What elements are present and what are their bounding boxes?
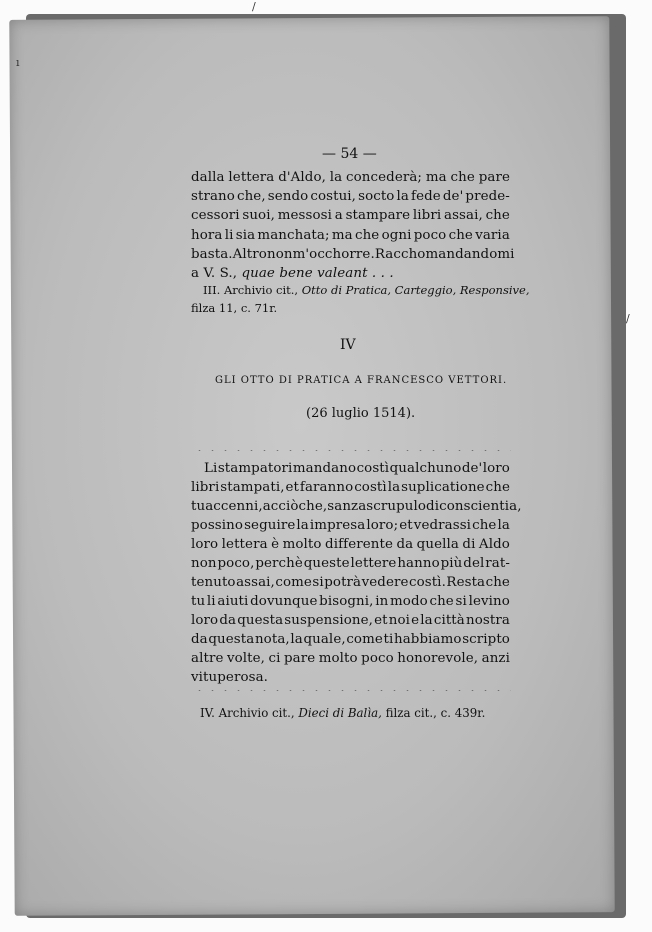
word: la [396,189,409,204]
letter-closing-line [191,266,394,281]
word: anzi [481,651,510,666]
word: rat- [485,556,510,571]
body-line [191,480,510,495]
word: queste [303,556,350,571]
word: aiuti [217,594,249,609]
body-line [204,461,510,476]
section-date: (26 luglio 1514). [306,406,416,421]
word: Li [204,461,218,476]
word: in [375,594,389,609]
word: de' [442,189,464,204]
word: dalla [191,170,225,185]
word: la [387,480,401,495]
word: che, [236,189,266,204]
ellipsis-dotted-rule [193,690,511,691]
word: accenni, [205,499,263,514]
word: suspensione, [284,613,373,628]
word: Resta [446,575,486,590]
word: costì [356,461,390,476]
word: stampare [345,208,411,223]
word: Racchomandandomi [374,247,515,262]
word: da [396,537,414,552]
word: cessori [191,208,240,223]
word: nostra [465,613,510,628]
word: la [497,518,510,533]
word: che [450,170,475,185]
word: quale, [303,632,346,647]
word: impresa [309,518,366,533]
letter-line [191,208,510,223]
letter-line [191,247,515,262]
word: socto [358,189,395,204]
word: loro [191,613,219,628]
word: poco [413,228,447,243]
word: e [411,613,420,628]
word: manchata; [257,228,330,243]
word: come [275,575,312,590]
word: tenuto [191,575,236,590]
word: che [485,480,510,495]
word: hora [191,228,223,243]
word: noi [388,613,411,628]
word: loro [482,461,510,476]
word: si [455,594,467,609]
word: levino [468,594,510,609]
word: di [462,537,476,552]
body-line [191,518,510,533]
note-iii-title: Otto di Pratica, Carteggio, Responsive, [301,283,530,297]
body-line [191,537,510,552]
word: suoi, [242,208,275,223]
body-line [191,556,510,571]
ellipsis-dotted-rule [193,450,511,451]
word: habbiamo [394,632,462,647]
margin-mark-top: / [252,0,256,13]
word: a [334,208,343,223]
word: altre [191,651,224,666]
word: costui, [310,189,357,204]
word: città [433,613,465,628]
word: potrà [324,575,362,590]
word: possino [191,518,244,533]
margin-mark-right: / [626,312,630,325]
word: suplicatione [401,480,485,495]
word: libri [191,480,220,495]
word: scrupulo [366,499,427,514]
word: differente [325,537,393,552]
word: li [206,594,216,609]
word: modo [389,594,428,609]
word: messosi [277,208,332,223]
word: ci [268,651,281,666]
word: m'occhorre. [292,247,375,262]
word: lettere [350,556,397,571]
body-line [191,575,510,590]
word: sendo [267,189,309,204]
word: et [399,518,413,533]
word: basta. [191,247,233,262]
word: prede- [465,189,510,204]
word: ma [425,170,447,185]
letter-line [191,228,510,243]
word: poco, [217,556,255,571]
word: de' [461,461,483,476]
word: Aldo [478,537,510,552]
word: conscientia, [439,499,522,514]
body-line [191,499,522,514]
word: vedrassi [413,518,472,533]
word: scripto [462,632,510,647]
word: tu [191,499,206,514]
body-line [191,594,510,609]
word: che [485,575,510,590]
section-number: IV [340,337,356,353]
body-line [191,632,510,647]
word: che [354,228,380,243]
word: concederà; [346,170,423,185]
word: la [290,632,303,647]
word: perchè [255,556,303,571]
note-iii-prefix: III. Archivio cit., [203,283,302,297]
word: la [329,170,343,185]
closing-latin: quae bene valeant . . . [241,266,394,281]
section-heading: GLI OTTO DI PRATICA A FRANCESCO VETTORI. [215,375,508,386]
word: bisogni, [319,594,374,609]
word: è [271,537,280,552]
word: che [485,208,510,223]
page-number: — 54 — [322,146,377,162]
note-iv-suffix: filza cit., c. 439r. [381,706,486,720]
archive-note-iv [200,706,485,720]
word: ti [383,632,394,647]
word: libri [412,208,442,223]
note-iv-title: Dieci di Balìa, [298,706,382,720]
body-line [191,651,510,666]
word: come [346,632,383,647]
word: molto [318,651,358,666]
word: poco [361,651,394,666]
word: dovunque [250,594,318,609]
word: questa [208,632,255,647]
word: vedere [361,575,409,590]
word: li [224,228,234,243]
word: lettera [228,170,275,185]
word: da [219,613,237,628]
word: costì. [408,575,446,590]
word: hanno [397,556,440,571]
word: loro; [366,518,399,533]
word: et [374,613,388,628]
word: la [420,613,433,628]
letter-line [191,189,510,204]
word: costì [354,480,387,495]
body-line [191,613,510,628]
word: di [426,499,440,514]
word: qualchuno [389,461,462,476]
word: d'Aldo, [278,170,326,185]
body-last-line: vituperosa. [191,670,269,685]
word: che [472,518,497,533]
word: seguire [244,518,296,533]
word: honorevole, [397,651,479,666]
word: del [463,556,485,571]
word: più [440,556,463,571]
word: stampatori [217,461,293,476]
archive-note-iii [203,283,530,297]
word: faranno [299,480,354,495]
word: assai, [236,575,275,590]
word: assai, [443,208,483,223]
margin-mark-left: ı [16,56,20,69]
word: acciò [262,499,299,514]
word: loro [191,537,219,552]
word: quella [416,537,459,552]
word: si [312,575,324,590]
word: mandano [292,461,357,476]
word: da [191,632,208,647]
word: pare [478,170,510,185]
word: non [266,247,293,262]
word: ma [331,228,353,243]
word: che [429,594,454,609]
word: pare [283,651,316,666]
word: tu [191,594,206,609]
word: et [285,480,299,495]
word: Altro [232,247,267,262]
archive-note-iii-line2: filza 11, c. 71r. [191,301,278,315]
word: che [448,228,473,243]
word: sanza [327,499,367,514]
note-iv-prefix: IV. Archivio cit., [200,706,299,720]
closing-plain: a V. S., [191,266,242,281]
word: stampati, [220,480,285,495]
word: la [296,518,309,533]
word: ogni [381,228,412,243]
word: volte, [226,651,266,666]
word: fede [411,189,441,204]
word: varia [475,228,510,243]
word: lettera [221,537,268,552]
word: molto [282,537,322,552]
word: che, [298,499,328,514]
letter-line [191,170,510,185]
word: strano [191,189,235,204]
word: sia [235,228,256,243]
word: questa [237,613,284,628]
word: nota, [254,632,290,647]
word: non [191,556,217,571]
